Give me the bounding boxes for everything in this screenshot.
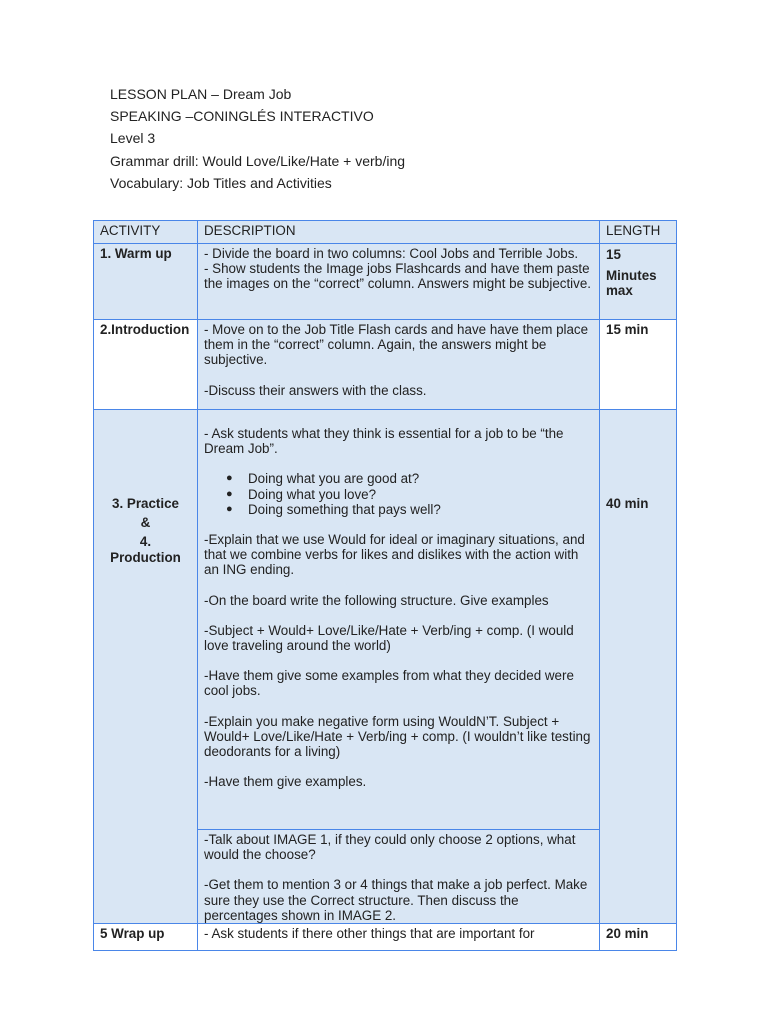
description-cell xyxy=(198,320,600,410)
lesson-grammar: Grammar drill: Would Love/Like/Hate + verb/ing xyxy=(110,152,406,169)
lesson-skill: SPEAKING –CONINGLÉS INTERACTIVO xyxy=(110,108,374,125)
description-text: - Move on to the Job Title Flash cards and have have them place them in the “correct” column. Again, the answers might be subjective. xyxy=(204,322,589,368)
description-text: -Get them to mention 3 or 4 things that make a job perfect. Make sure they use the Correct structure. Then discuss the percentages shown in IMAGE 2. xyxy=(204,877,588,923)
list-item: ● Doing what you love? xyxy=(248,487,593,502)
table-row xyxy=(94,244,677,320)
description-text: - Show students the Image jobs Flashcards and have them paste the images on the “correct” column. Answers might be subjective. xyxy=(204,261,592,292)
table-row xyxy=(94,924,677,951)
lesson-vocabulary: Vocabulary: Job Titles and Activities xyxy=(110,174,332,191)
description-text: -On the board write the following structure. Give examples xyxy=(204,592,549,608)
description-text: -Subject + Would+ Love/Like/Hate + Verb/ing + comp. (I would love traveling around the world) xyxy=(204,622,574,654)
length-cell: 20 min xyxy=(600,924,677,951)
activity-text: 4. Production xyxy=(110,534,181,565)
length-cell: 15 min xyxy=(600,320,677,410)
activity-cell: 2.Introduction xyxy=(94,320,198,410)
activity-cell: 1. Warm up xyxy=(94,244,198,320)
activity-cell xyxy=(94,410,198,924)
description-cell xyxy=(198,410,600,830)
length-cell: 40 min xyxy=(600,410,677,924)
description-cell: - Ask students if there other things that are important for xyxy=(198,924,600,951)
activity-cell: 5 Wrap up xyxy=(94,924,198,951)
length-cell xyxy=(600,244,677,320)
description-text: -Discuss their answers with the class. xyxy=(204,382,427,398)
description-cell xyxy=(198,830,600,924)
activity-text: 3. Practice xyxy=(112,496,179,511)
bullet-list xyxy=(204,471,593,517)
description-cell xyxy=(198,244,600,320)
list-item: ● Doing what you are good at? xyxy=(248,471,593,486)
lesson-plan-table xyxy=(93,220,677,951)
lesson-level: Level 3 xyxy=(110,130,156,147)
length-text: Minutes max xyxy=(606,268,657,299)
description-text: -Have them give some examples from what they decided were cool jobs. xyxy=(204,668,574,699)
description-text: - Ask students what they think is essential for a job to be “the Dream Job”. xyxy=(204,426,564,457)
header-length: LENGTH xyxy=(600,221,677,244)
table-header-row xyxy=(94,221,677,244)
table-row xyxy=(94,320,677,410)
description-text: - Divide the board in two columns: Cool Jobs and Terrible Jobs. xyxy=(204,246,579,261)
description-text: -Talk about IMAGE 1, if they could only choose 2 options, what would the choose? xyxy=(204,832,576,863)
lesson-title: LESSON PLAN – Dream Job xyxy=(110,86,292,102)
description-text: -Explain you make negative form using WouldN’T. Subject + Would+ Love/Like/Hate + Verb/ing + comp. (I wouldn’t like testing deodorants for a living) xyxy=(204,713,591,760)
list-item: ● Doing something that pays well? xyxy=(248,502,593,517)
header-activity: ACTIVITY xyxy=(94,221,198,244)
activity-text: & xyxy=(140,515,151,531)
lesson-header xyxy=(110,83,405,194)
description-text: -Have them give examples. xyxy=(204,774,367,790)
length-text: 15 xyxy=(606,247,621,262)
header-description: DESCRIPTION xyxy=(198,221,600,244)
table-row xyxy=(94,410,677,830)
description-text: -Explain that we use Would for ideal or imaginary situations, and that we combine verbs for likes and dislikes with the action with an ING ending. xyxy=(204,532,585,578)
